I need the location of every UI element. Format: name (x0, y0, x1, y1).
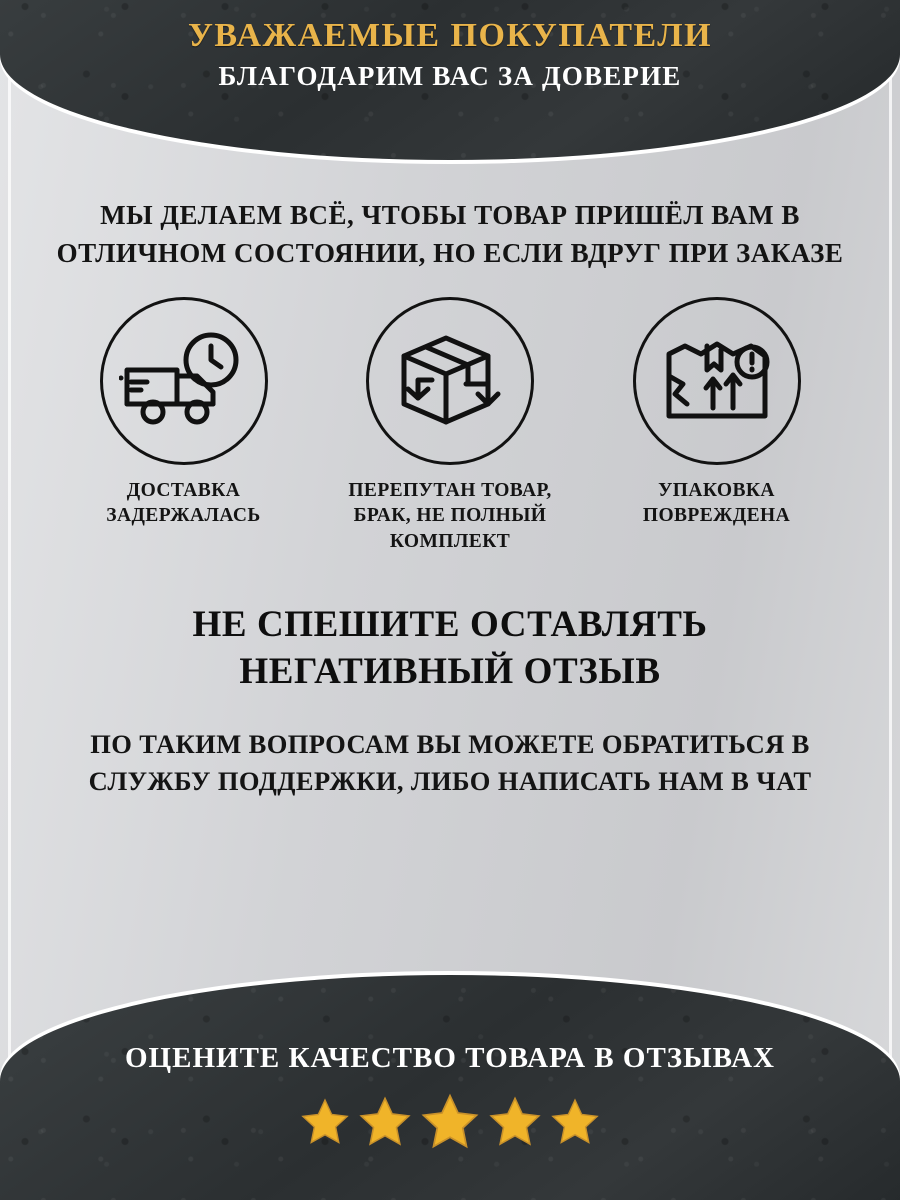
issues-list (22, 297, 878, 555)
page-title: УВАЖАЕМЫЕ ПОКУПАТЕЛИ (187, 17, 713, 54)
issue-item-damaged-package (589, 297, 844, 529)
delivery-truck-clock-icon (100, 297, 268, 465)
headline-text: НЕ СПЕШИТЕ ОСТАВЛЯТЬ НЕГАТИВНЫЙ ОТЗЫВ (192, 603, 708, 693)
card-right-edge (889, 0, 892, 1200)
box-return-arrow-icon (366, 297, 534, 465)
star-icon[interactable] (357, 1095, 413, 1149)
issue-item-wrong-item (323, 297, 578, 555)
star-icon[interactable] (299, 1097, 351, 1147)
issue-item-delivery-delayed (56, 297, 311, 529)
main-content (22, 196, 878, 801)
footer-cta-text: ОЦЕНИТЕ КАЧЕСТВО ТОВАРА В ОТЗЫВАХ (125, 1041, 775, 1074)
support-note-text: ПО ТАКИМ ВОПРОСАМ ВЫ МОЖЕТЕ ОБРАТИТЬСЯ В СЛУЖБУ ПОДДЕРЖКИ, ЛИБО НАПИСАТЬ НАМ В ЧАТ (88, 728, 812, 797)
rating-stars[interactable] (0, 1092, 900, 1152)
footer (0, 1040, 900, 1152)
card-left-edge (8, 0, 11, 1200)
issue-label: УПАКОВКА ПОВРЕЖДЕНА (642, 479, 791, 527)
damaged-package-icon (633, 297, 801, 465)
star-icon[interactable] (487, 1095, 543, 1149)
issue-label: ПЕРЕПУТАН ТОВАР, БРАК, НЕ ПОЛНЫЙ КОМПЛЕКТ (348, 479, 552, 553)
intro-text: МЫ ДЕЛАЕМ ВСЁ, ЧТОБЫ ТОВАР ПРИШЁЛ ВАМ В ОТЛИЧНОМ СОСТОЯНИИ, НО ЕСЛИ ВДРУГ ПРИ ЗАКАЗЕ (56, 200, 844, 269)
star-icon[interactable] (419, 1092, 481, 1152)
star-icon[interactable] (549, 1097, 601, 1147)
header (0, 16, 900, 93)
issue-label: ДОСТАВКА ЗАДЕРЖАЛАСЬ (106, 479, 261, 527)
header-subtitle: БЛАГОДАРИМ ВАС ЗА ДОВЕРИЕ (218, 61, 682, 92)
